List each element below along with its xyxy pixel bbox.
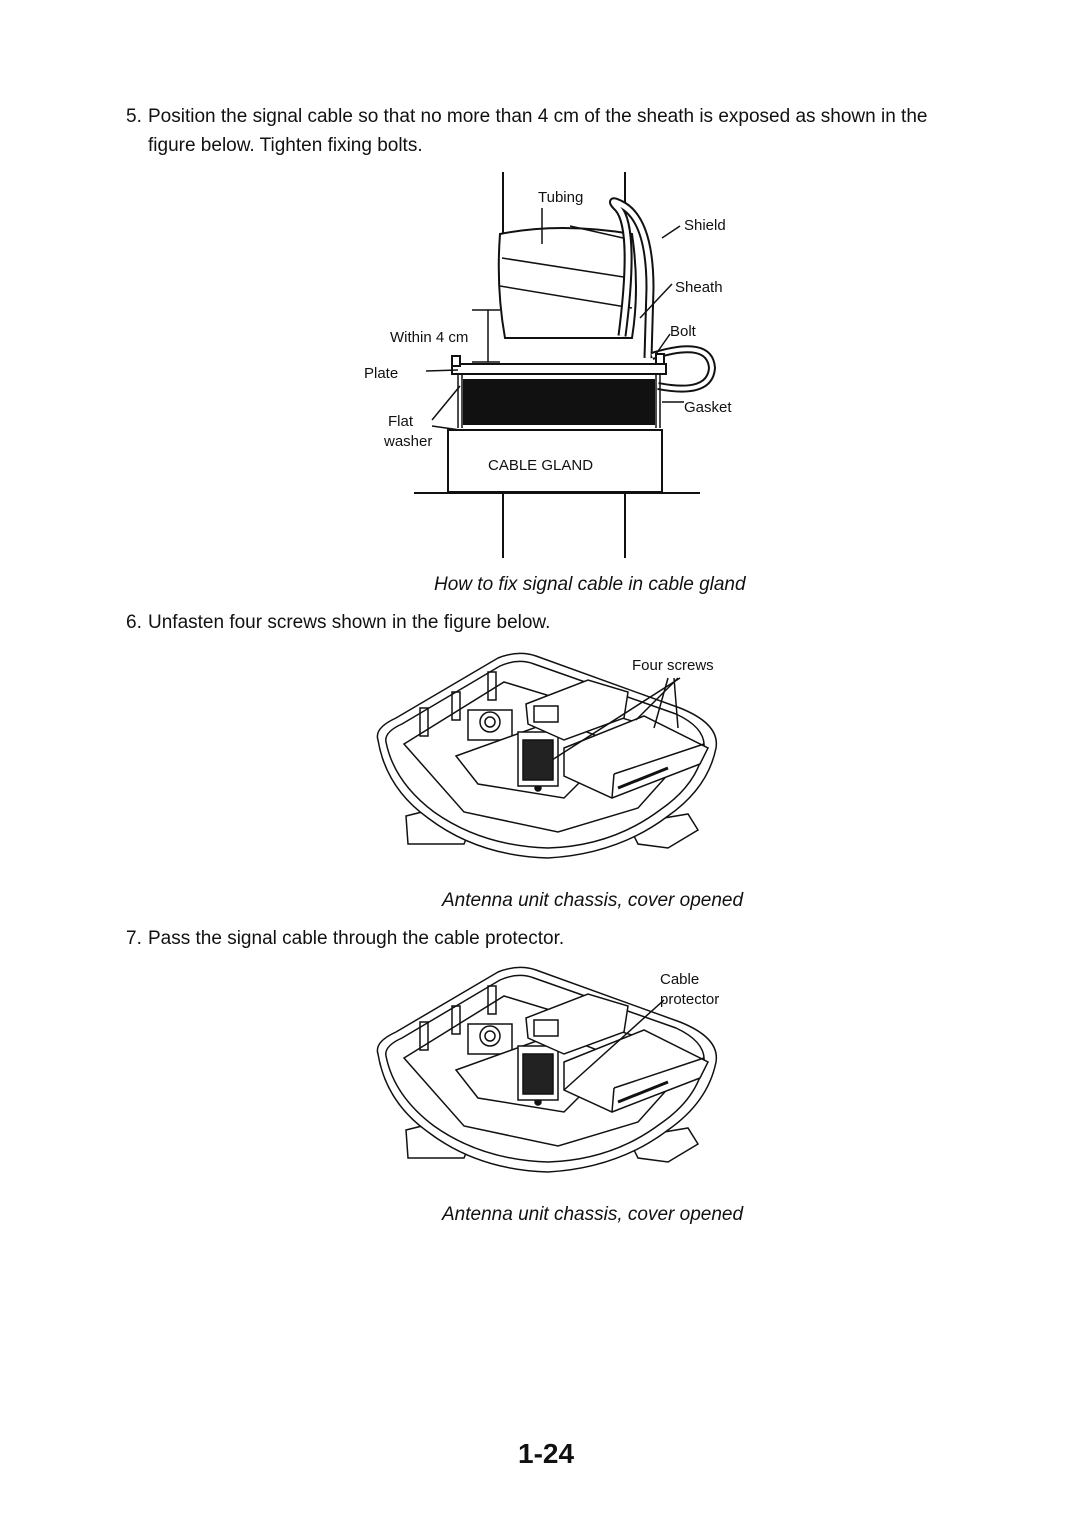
label-sheath: Sheath xyxy=(675,279,723,296)
label-protector: protector xyxy=(660,991,720,1008)
figure-caption-3: Antenna unit chassis, cover opened xyxy=(442,1204,744,1225)
step-number: 5. xyxy=(126,106,142,127)
label-bolt: Bolt xyxy=(670,323,696,340)
page-number: 1-24 xyxy=(518,1438,575,1469)
label-cable: Cable xyxy=(660,971,700,988)
label-four-screws: Four screws xyxy=(632,657,714,674)
label-plate: Plate xyxy=(364,365,399,382)
label-flat: Flat xyxy=(388,413,414,430)
step-6 xyxy=(126,608,976,637)
label-within-4cm: Within 4 cm xyxy=(390,329,469,346)
step-text: Pass the signal cable through the cable protector. xyxy=(148,928,565,949)
step-text: Unfasten four screws shown in the figure below. xyxy=(148,612,551,633)
label-gasket: Gasket xyxy=(684,399,732,416)
figure-caption-2: Antenna unit chassis, cover opened xyxy=(442,890,744,911)
step-number: 6. xyxy=(126,612,142,633)
step-7 xyxy=(126,924,976,953)
label-cable-gland: CABLE GLAND xyxy=(488,457,594,474)
figure-caption-1: How to fix signal cable in cable gland xyxy=(434,574,746,595)
step-text: Position the signal cable so that no more than 4 cm of the sheath is exposed as shown in the figure below. Tighten fixing bolts. xyxy=(148,106,928,156)
antenna-chassis-figure-screws xyxy=(368,648,738,878)
antenna-chassis-figure-protector xyxy=(368,962,738,1192)
step-5 xyxy=(126,102,976,160)
label-washer: washer xyxy=(384,433,433,450)
label-tubing: Tubing xyxy=(538,189,584,206)
label-shield: Shield xyxy=(684,217,726,234)
step-number: 7. xyxy=(126,928,142,949)
cable-gland-diagram xyxy=(340,168,760,568)
